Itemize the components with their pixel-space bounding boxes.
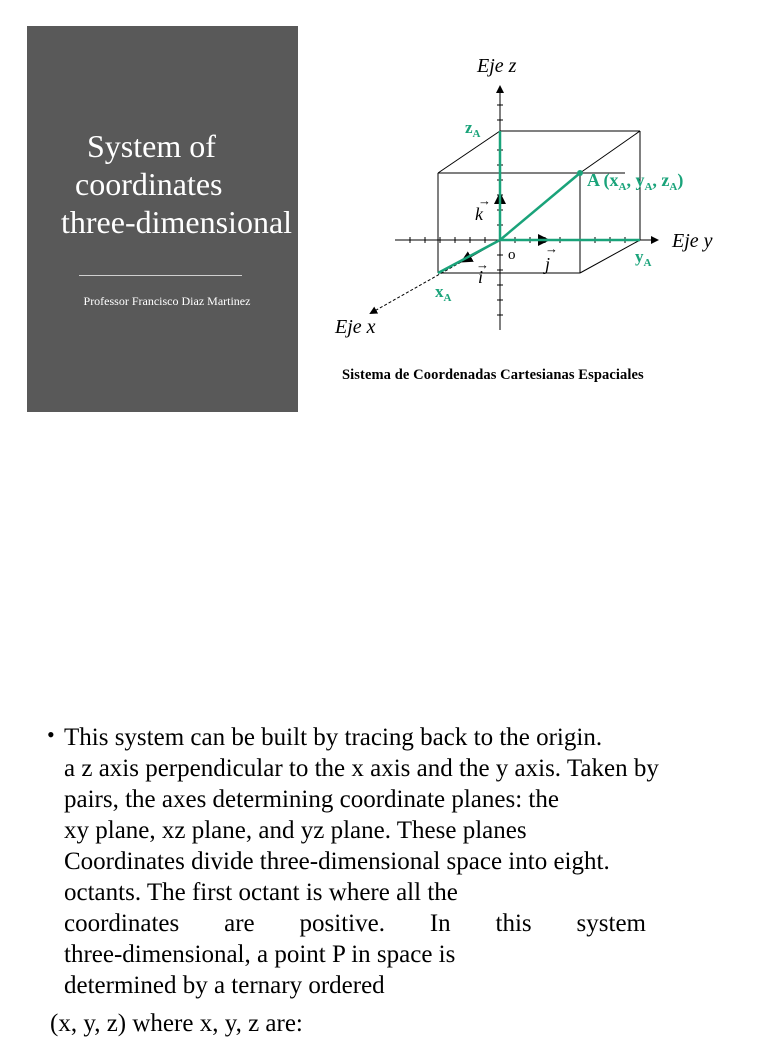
title-card bbox=[27, 26, 298, 412]
i-vector-label: i bbox=[478, 267, 484, 287]
point-a-marker bbox=[577, 170, 583, 176]
diagram-caption: Sistema de Coordenadas Cartesianas Espaciales bbox=[342, 367, 644, 383]
body-line-9: determined by a ternary ordered bbox=[64, 972, 385, 999]
body-line-5: Coordinates divide three-dimensional space into eight. bbox=[64, 848, 610, 875]
i-vector-arrow-mark: → bbox=[476, 257, 489, 272]
z-axis-label: Eje z bbox=[477, 55, 517, 77]
body-line-4: xy plane, xz plane, and yz plane. These planes bbox=[64, 817, 527, 844]
coordinate-system-diagram bbox=[325, 45, 745, 355]
y-axis-label: Eje y bbox=[672, 230, 713, 252]
j-vector-label: j bbox=[545, 254, 551, 274]
author-name: Professor Francisco Diaz Martinez bbox=[83, 294, 251, 308]
body-line-10: (x, y, z) where x, y, z are: bbox=[50, 1010, 303, 1037]
y-coordinate-label: $y_A$ bbox=[635, 247, 652, 269]
k-vector-arrow-mark: → bbox=[478, 193, 491, 208]
bullet-icon: • bbox=[47, 722, 55, 747]
x-coordinate-segment bbox=[438, 240, 500, 273]
x-axis-label: Eje x bbox=[335, 316, 376, 338]
title-divider bbox=[79, 275, 242, 276]
box-edge bbox=[580, 240, 640, 273]
body-line-7: coordinates are positive. In this system bbox=[64, 910, 646, 937]
point-a-label: A ($x_A$, $y_A$, $z_A$) bbox=[587, 170, 684, 193]
body-line-3: pairs, the axes determining coordinate planes: the bbox=[64, 786, 559, 813]
origin-label: o bbox=[508, 247, 516, 263]
body-line-6: octants. The first octant is where all the bbox=[64, 879, 458, 906]
box-edge bbox=[438, 131, 500, 173]
position-vector bbox=[500, 173, 580, 240]
body-line-2: a z axis perpendicular to the x axis and the y axis. Taken by bbox=[64, 755, 659, 782]
title-line-2: coordinates bbox=[75, 166, 223, 202]
x-coordinate-label: $x_A$ bbox=[435, 282, 452, 304]
z-coordinate-label: $z_A$ bbox=[465, 118, 481, 140]
j-vector-arrow-mark: → bbox=[545, 241, 558, 256]
body-line-8: three-dimensional, a point P in space is bbox=[64, 941, 456, 968]
title-line-3: three-dimensional bbox=[61, 204, 293, 240]
body-line-1: This system can be built by tracing back to the origin. bbox=[64, 724, 603, 751]
box-edge bbox=[580, 131, 640, 173]
k-vector-label: k bbox=[475, 204, 483, 224]
title-line-1: System of bbox=[87, 128, 216, 164]
